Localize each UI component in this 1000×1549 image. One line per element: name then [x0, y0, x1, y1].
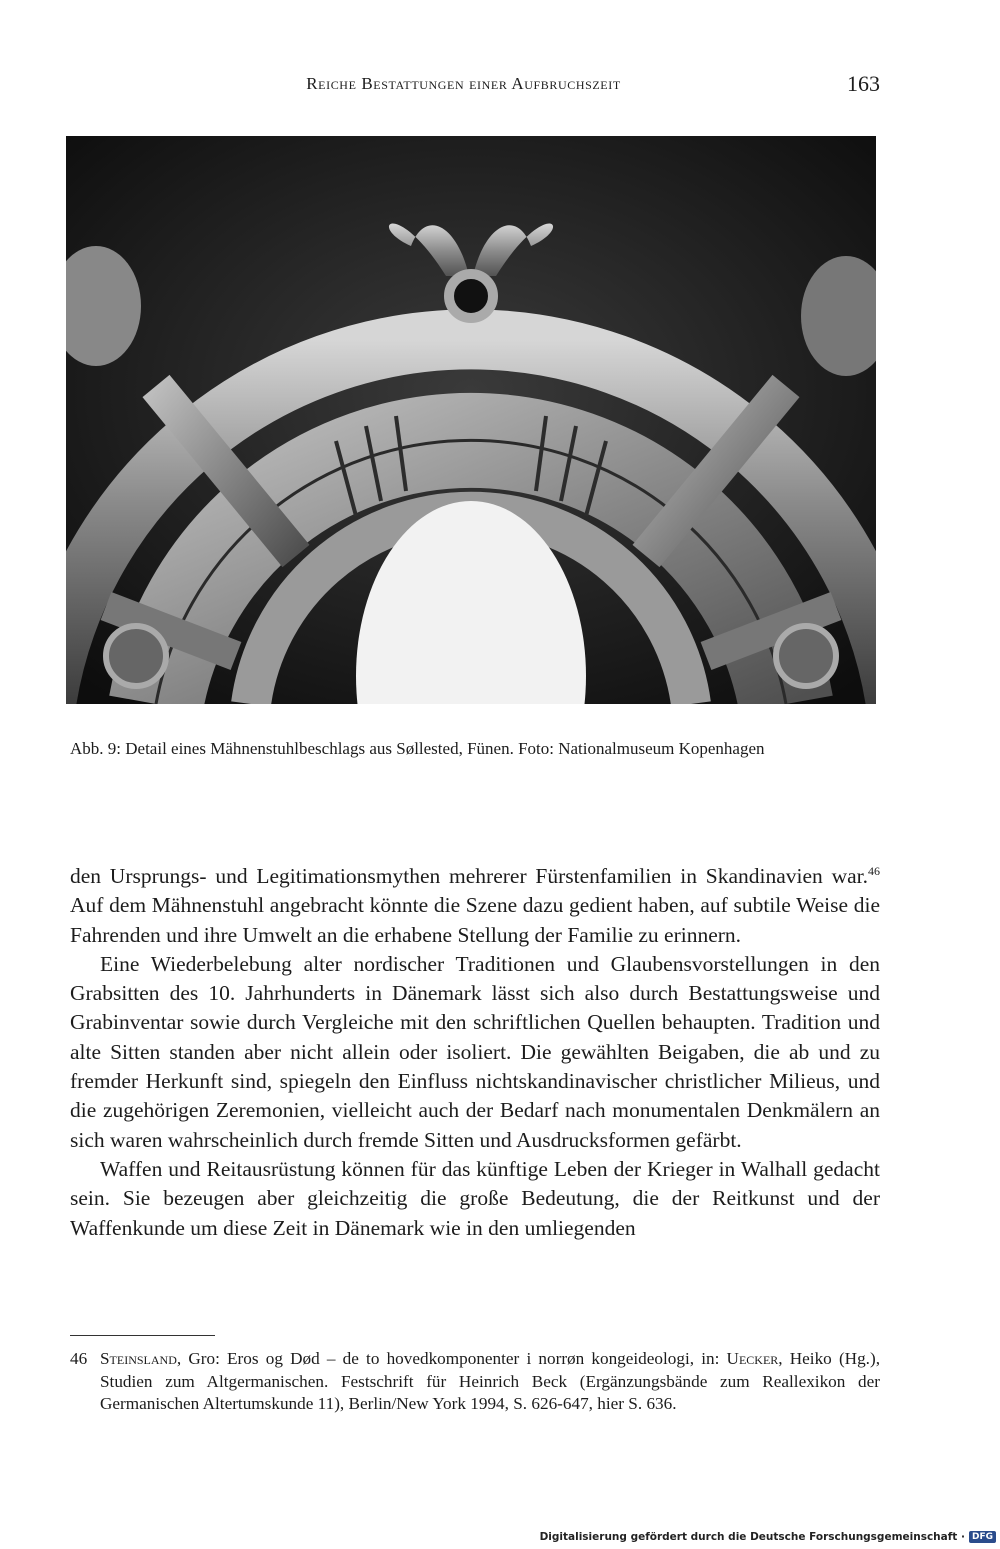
page-number: 163 [847, 71, 880, 96]
footnote-author: Steinsland [100, 1349, 177, 1368]
dfg-logo: DFG [969, 1531, 996, 1543]
body-text [70, 862, 880, 1243]
running-head: Reiche Bestattungen einer Aufbruchszeit [306, 74, 621, 93]
paragraph-1 [70, 862, 880, 950]
paragraph-2: Eine Wiederbelebung alter nordischer Traditionen und Glaubensvorstellungen in den Grabsitten des 10. Jahrhunderts in Dänemark lässt sich also durch Bestattungsweise und Grabinventar sowie durch Vergleiche mit den schriftlichen Quellen behaupten. Tradition und alte Sitten standen aber nicht allein oder isoliert. Die gewählten Beigaben, die ab und zu fremder Herkunft sind, spiegeln den Einfluss nichtskandinavischer christlicher Milieus, und die zugehörigen Zeremonien, vielleicht auch der Bedarf nach monumentalen Denkmälern an sich waren wahrscheinlich durch fremde Sitten und Ausdrucksformen gefärbt. [70, 951, 880, 1152]
digitization-footer [539, 1529, 996, 1545]
footnote-ref-46: 46 [868, 863, 880, 878]
footnote-body [100, 1348, 880, 1416]
figure-photo [66, 136, 876, 704]
paragraph-1-text-b: Auf dem Mähnenstuhl angebracht könnte die Szene dazu gedient haben, auf subtile Weise die Fahrenden und ihre Umwelt an die erhabene Stellung der Familie zu erinnern. [70, 893, 880, 947]
digitization-note: Digitalisierung gefördert durch die Deutsche Forschungsgemeinschaft · [539, 1531, 965, 1543]
footnote-editor: Uecker [726, 1349, 779, 1368]
footnote-number: 46 [70, 1349, 88, 1368]
footnote-46 [70, 1348, 880, 1416]
paragraph-3: Waffen und Reitausrüstung können für das künftige Leben der Krieger in Walhall gedacht sein. Sie bezeugen aber gleichzeitig die große Bedeutung, die der Reitkunst und der Waffenkunde um diese Zeit in Dänemark wie in den umliegenden [70, 1156, 880, 1240]
footnote-text-b: , Heiko (Hg.), Studien zum Altgermanischen. Festschrift für Heinrich Beck (Ergänzungsbände zum Reallexikon der Germanischen Altertumskunde 11), Berlin/New York 1994, S. 626-647, hier S. 636. [100, 1349, 880, 1413]
footnote-divider [70, 1335, 215, 1336]
figure-caption: Abb. 9: Detail eines Mähnenstuhlbeschlags aus Søllested, Fünen. Foto: Nationalmuseum Kopenhagen [70, 739, 765, 758]
harness-bow-image [66, 136, 876, 704]
footnote-text-a: , Gro: Eros og Død – de to hovedkomponenter i norrøn kongeideologi, in: [176, 1349, 727, 1368]
paragraph-1-text-a: den Ursprungs- und Legitimationsmythen mehrerer Fürstenfamilien in Skandinavien war. [70, 864, 868, 888]
